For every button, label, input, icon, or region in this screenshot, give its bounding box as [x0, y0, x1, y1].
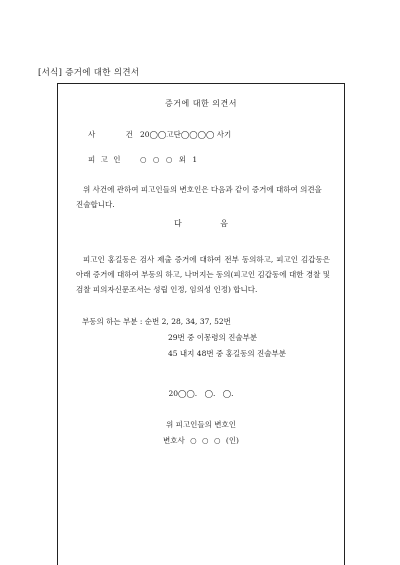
opinion-paragraph: 피고인 홍길동은 검사 제출 증거에 대하여 전부 동의하고, 피고인 김갑동은 아래 증거에 대하여 부동의 하고, 나머지는 동의(피고인 김갑동에 대한 경찰 및 검찰 피의자신문조서는 성립 인정, 임의성 인정) 합니다.	[76, 255, 330, 294]
document-title: 증거에 대한 의견서	[165, 99, 237, 108]
counsel-title: 위 피고인들의 변호인	[166, 420, 236, 429]
document-date: 20◯◯. ◯. ◯.	[168, 389, 234, 398]
form-label: [서식] 증거에 대한 의견서	[38, 68, 140, 78]
denied-evidence-label: 부동의 하는 부분 : 순번 2, 28, 34, 37, 52번	[82, 317, 231, 326]
defendant-value: ○ ○ ○ 외 1	[140, 155, 198, 164]
intro-paragraph: 위 사건에 관하여 피고인들의 변호인은 다음과 같이 증거에 대하여 의견을 진술합니다.	[76, 185, 322, 209]
denied-evidence-item: 29번 중 이몽령의 진술부분	[168, 333, 258, 342]
counsel-signature: 변호사 ○ ○ ○ (인)	[162, 436, 239, 445]
section-heading: 다 음	[174, 219, 246, 228]
defendant-label: 피 고 인	[88, 155, 123, 164]
denied-evidence-item: 45 내지 48번 중 홍길동의 진술부분	[168, 349, 286, 358]
case-value: 20◯◯고단◯◯◯◯ 사기	[140, 130, 232, 139]
document-page	[57, 83, 345, 565]
case-label: 사 건	[88, 130, 147, 139]
